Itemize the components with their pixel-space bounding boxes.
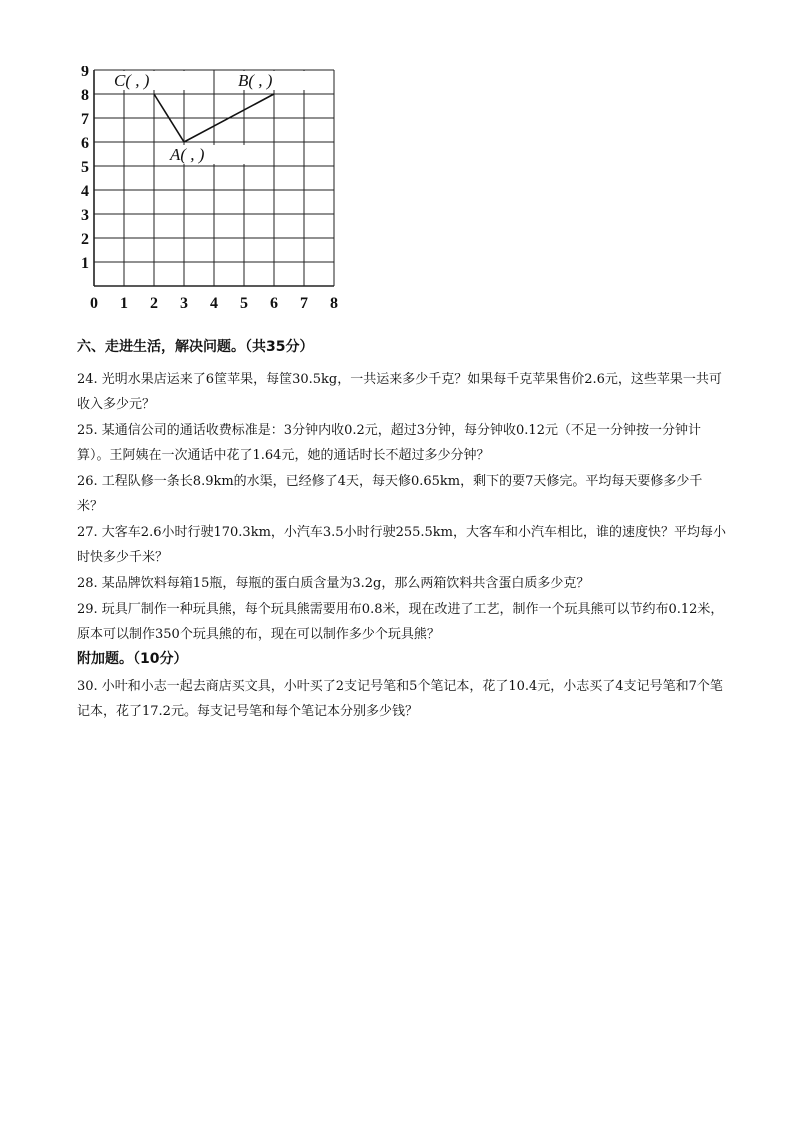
coordinate-grid — [72, 66, 352, 322]
y-tick-label: 3 — [81, 207, 89, 224]
y-tick-label: 5 — [81, 159, 89, 176]
x-tick-label: 1 — [120, 295, 128, 312]
question-30: 30. 小叶和小志一起去商店买文具，小叶买了2支记号笔和5个笔记本，花了10.4元，小志买了4支记号笔和7个笔记本，花了17.2元。每支记号笔和每个笔记本分别多少钱？ — [77, 679, 723, 719]
point-label-C: C( , ) — [114, 71, 150, 90]
y-tick-label: 4 — [81, 183, 89, 200]
y-tick-label: 9 — [81, 66, 89, 80]
x-tick-label: 4 — [210, 295, 218, 312]
section-6-title: 六、走进生活，解决问题。（共35分） — [77, 339, 314, 355]
y-tick-label: 2 — [81, 231, 89, 248]
main-content — [77, 336, 727, 724]
question-25: 25. 某通信公司的通话收费标准是：3分钟内收0.2元，超过3分钟，每分钟收0.12元（不足一分钟按一分钟计算）。王阿姨在一次通话中花了1.64元，她的通话时长不超过多少分钟？ — [77, 423, 701, 463]
x-tick-label: 2 — [150, 295, 158, 312]
y-tick-label: 8 — [81, 87, 89, 104]
y-tick-label: 1 — [81, 255, 89, 272]
x-tick-label: 5 — [240, 295, 248, 312]
x-tick-label: 0 — [90, 295, 98, 312]
point-label-A: A( , ) — [170, 145, 205, 164]
x-tick-label: 6 — [270, 295, 278, 312]
question-24: 24. 光明水果店运来了6筐苹果，每筐30.5kg，一共运来多少千克？如果每千克苹果售价2.6元，这些苹果一共可收入多少元？ — [77, 372, 722, 412]
y-tick-label: 6 — [81, 135, 89, 152]
question-26: 26. 工程队修一条长8.9km的水渠，已经修了4天，每天修0.65km，剩下的要7天修完。平均每天要修多少千米？ — [77, 474, 703, 514]
question-29: 29. 玩具厂制作一种玩具熊，每个玩具熊需要用布0.8米，现在改进了工艺，制作一个玩具熊可以节约布0.12米，原本可以制作350个玩具熊的布，现在可以制作多少个玩具熊？ — [77, 602, 724, 642]
point-label-B: B( , ) — [238, 71, 273, 90]
x-tick-label: 7 — [300, 295, 308, 312]
question-27: 27. 大客车2.6小时行驶170.3km，小汽车3.5小时行驶255.5km，大客车和小汽车相比，谁的速度快？平均每小时快多少千米？ — [77, 525, 726, 565]
y-tick-label: 7 — [81, 111, 89, 128]
question-28: 28. 某品牌饮料每箱15瓶，每瓶的蛋白质含量为3.2g，那么两箱饮料共含蛋白质多少克？ — [77, 576, 590, 591]
bonus-section-title: 附加题。（10分） — [77, 651, 188, 667]
x-tick-label: 3 — [180, 295, 188, 312]
coordinate-grid-figure — [72, 66, 352, 322]
x-tick-label: 8 — [330, 295, 338, 312]
